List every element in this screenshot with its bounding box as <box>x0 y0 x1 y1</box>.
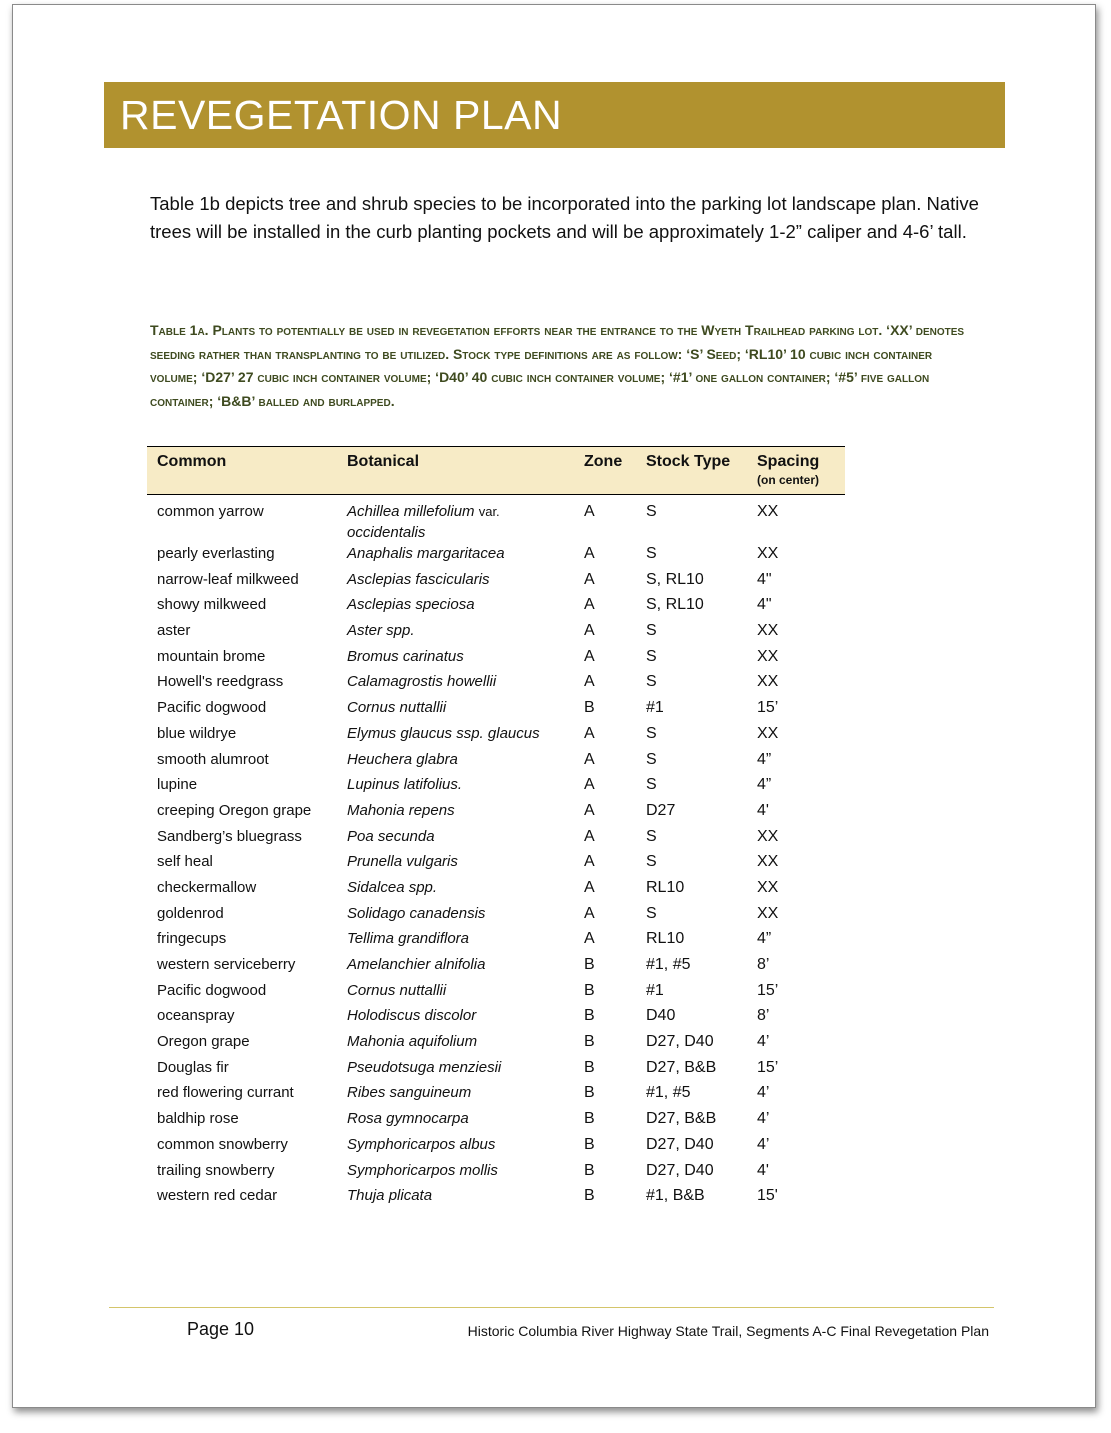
cell-common: oceanspray <box>157 1007 235 1025</box>
cell-botanical: Asclepias speciosa <box>347 596 475 614</box>
cell-zone: A <box>584 878 595 896</box>
cell-stock-type: S <box>646 622 657 640</box>
table-row <box>147 928 845 954</box>
cell-spacing: 8’ <box>757 1007 770 1025</box>
cell-common: fringecups <box>157 930 227 948</box>
cell-common: narrow-leaf milkweed <box>157 570 299 588</box>
cell-stock-type: D27, D40 <box>646 1033 714 1051</box>
cell-common: Oregon grape <box>157 1033 250 1051</box>
cell-stock-type: S <box>646 750 657 768</box>
cell-zone: B <box>584 981 595 999</box>
cell-common: blue wildrye <box>157 724 237 742</box>
cell-common: Sandberg’s bluegrass <box>157 827 302 845</box>
table-row <box>147 1185 845 1211</box>
cell-common: lupine <box>157 776 198 794</box>
cell-spacing: XX <box>757 853 779 871</box>
cell-common: trailing snowberry <box>157 1161 275 1179</box>
table-row <box>147 620 845 646</box>
cell-botanical: Lupinus latifolius. <box>347 776 463 794</box>
cell-botanical-tail: occidentalis <box>347 524 426 541</box>
cell-botanical: Poa secunda <box>347 827 435 845</box>
header-common: Common <box>147 447 337 495</box>
plant-table <box>147 446 845 1211</box>
cell-stock-type: #1 <box>646 699 664 717</box>
cell-botanical: Rosa gymnocarpa <box>347 1110 469 1128</box>
cell-zone: B <box>584 1110 595 1128</box>
cell-botanical-name: Achillea millefolium <box>347 503 475 520</box>
table-row <box>147 1108 845 1134</box>
cell-stock-type: S, RL10 <box>646 570 704 588</box>
cell-spacing: 4’ <box>757 1084 770 1102</box>
cell-stock-type: S, RL10 <box>646 596 704 614</box>
cell-botanical: Mahonia aquifolium <box>347 1033 478 1051</box>
header-zone: Zone <box>574 447 636 495</box>
cell-common: goldenrod <box>157 904 224 922</box>
cell-stock-type: D40 <box>646 1007 676 1025</box>
cell-common: smooth alumroot <box>157 750 269 768</box>
cell-botanical: Amelanchier alnifolia <box>347 956 486 973</box>
cell-botanical: Tellima grandiflora <box>347 930 470 948</box>
cell-common: common snowberry <box>157 1135 288 1153</box>
cell-zone: A <box>584 724 595 742</box>
table-row <box>147 1160 845 1186</box>
cell-spacing: 15’ <box>757 1058 779 1076</box>
table-row <box>147 697 845 723</box>
cell-zone: B <box>584 1058 595 1076</box>
cell-common: showy milkweed <box>157 596 267 614</box>
cell-zone: A <box>584 503 595 520</box>
cell-botanical: Heuchera glabra <box>347 750 458 768</box>
table-row <box>147 671 845 697</box>
cell-botanical: Sidalcea spp. <box>347 878 438 896</box>
table-row <box>147 1005 845 1031</box>
cell-common: self heal <box>157 853 213 871</box>
cell-spacing: 4” <box>757 930 772 948</box>
table-row <box>147 800 845 826</box>
cell-common: pearly everlasting <box>157 545 275 562</box>
cell-spacing: 15' <box>757 1187 778 1205</box>
table-row <box>147 646 845 672</box>
cell-botanical: Pseudotsuga menziesii <box>347 1058 502 1076</box>
cell-common: western serviceberry <box>157 956 296 973</box>
cell-common: Pacific dogwood <box>157 699 267 717</box>
table-row <box>147 1082 845 1108</box>
header-spacing-sub: (on center) <box>757 473 820 487</box>
cell-spacing: XX <box>757 545 779 562</box>
table-caption: Table 1a. Plants to potentially be used in revegetation efforts near the entrance to the Wyeth Trailhead parking lot. ‘XX’ denotes seeding rather than transplanting to be utilized. Stock type definitions are as follow: ‘S’ Seed; ‘RL10’ 10 cubic inch container volume; ‘D27’ 27 cubic inch container volume; ‘D40’ 40 cubic inch container volume; ‘#1’ one gallon container; ‘#5’ five gallon container; ‘B&B’ balled and burlapped. <box>150 322 965 409</box>
table-row <box>147 594 845 620</box>
cell-stock-type: D27, D40 <box>646 1135 714 1153</box>
cell-common: Howell's reedgrass <box>157 673 284 691</box>
cell-spacing: 15’ <box>757 699 779 717</box>
cell-common: Douglas fir <box>157 1058 229 1076</box>
cell-zone: A <box>584 622 595 640</box>
cell-zone: A <box>584 596 595 614</box>
cell-spacing: XX <box>757 622 779 640</box>
cell-zone: B <box>584 1187 595 1205</box>
footer-page-number: Page 10 <box>187 1319 255 1339</box>
cell-botanical: Ribes sanguineum <box>347 1084 472 1102</box>
header-botanical: Botanical <box>337 447 574 495</box>
table-row <box>147 980 845 1006</box>
cell-zone: B <box>584 1161 595 1179</box>
cell-stock-type: RL10 <box>646 878 685 896</box>
cell-common: checkermallow <box>157 878 257 896</box>
table-row <box>147 1057 845 1083</box>
header-spacing-label: Spacing <box>757 453 820 470</box>
table-row <box>147 569 845 595</box>
cell-zone: A <box>584 827 595 845</box>
cell-botanical-var: var. <box>478 504 500 519</box>
cell-zone: B <box>584 1033 595 1051</box>
cell-spacing: 4" <box>757 596 772 614</box>
cell-zone: B <box>584 1084 595 1102</box>
footer-document-title: Historic Columbia River Highway State Trail, Segments A-C Final Revegetation Plan <box>467 1323 989 1339</box>
cell-spacing: 15’ <box>757 981 779 999</box>
cell-spacing: XX <box>757 904 779 922</box>
cell-common: Pacific dogwood <box>157 981 267 999</box>
cell-spacing: XX <box>757 724 779 742</box>
cell-zone: B <box>584 1007 595 1025</box>
cell-botanical: Solidago canadensis <box>347 904 486 922</box>
cell-stock-type: S <box>646 545 657 562</box>
cell-zone: A <box>584 776 595 794</box>
cell-zone: A <box>584 930 595 948</box>
cell-stock-type: D27, B&B <box>646 1058 717 1076</box>
cell-botanical: Calamagrostis howellii <box>347 673 497 691</box>
header-stock-type: Stock Type <box>636 447 747 495</box>
cell-botanical: Thuja plicata <box>347 1187 433 1205</box>
intro-text: Table 1b depicts tree and shrub species to be incorporated into the parking lot landscape plan. Native trees will be installed in the curb planting pockets and will be approximately 1-2” caliper and 4-6’ tall. <box>150 193 979 242</box>
cell-spacing: 4’ <box>757 1135 770 1153</box>
cell-zone: B <box>584 956 595 973</box>
cell-spacing: XX <box>757 647 779 665</box>
cell-zone: A <box>584 801 595 819</box>
table-row <box>147 495 845 544</box>
cell-spacing: 4" <box>757 570 772 588</box>
cell-botanical: Mahonia repens <box>347 801 455 819</box>
table-row <box>147 826 845 852</box>
cell-spacing: XX <box>757 827 779 845</box>
cell-spacing: 4” <box>757 750 772 768</box>
cell-common: western red cedar <box>157 1187 278 1205</box>
table-row <box>147 851 845 877</box>
cell-stock-type: #1, #5 <box>646 956 691 973</box>
cell-botanical: Anaphalis margaritacea <box>347 545 505 562</box>
cell-spacing: 4’ <box>757 1033 770 1051</box>
cell-stock-type: D27 <box>646 801 676 819</box>
cell-zone: A <box>584 545 595 562</box>
footer-divider <box>109 1307 994 1308</box>
cell-spacing: XX <box>757 503 779 520</box>
cell-spacing: 4' <box>757 801 769 819</box>
cell-spacing: XX <box>757 673 779 691</box>
cell-stock-type: S <box>646 853 657 871</box>
table-row <box>147 877 845 903</box>
cell-zone: A <box>584 647 595 665</box>
cell-spacing: 4' <box>757 1161 769 1179</box>
cell-botanical: Cornus nuttallii <box>347 981 447 999</box>
cell-stock-type: S <box>646 904 657 922</box>
cell-zone: A <box>584 904 595 922</box>
section-banner <box>104 82 1005 148</box>
cell-common: creeping Oregon grape <box>157 801 312 819</box>
cell-stock-type: S <box>646 776 657 794</box>
cell-botanical: Symphoricarpos mollis <box>347 1161 498 1179</box>
cell-zone: B <box>584 1135 595 1153</box>
cell-common: mountain brome <box>157 647 266 665</box>
cell-stock-type: S <box>646 827 657 845</box>
intro-paragraph <box>150 190 980 246</box>
cell-botanical: Symphoricarpos albus <box>347 1135 496 1153</box>
cell-botanical: Cornus nuttallii <box>347 699 447 717</box>
cell-botanical: Aster spp. <box>347 622 415 640</box>
cell-common: common yarrow <box>157 503 264 520</box>
cell-botanical: Elymus glaucus ssp. glaucus <box>347 724 540 742</box>
cell-stock-type: S <box>646 724 657 742</box>
header-spacing <box>747 447 845 495</box>
cell-botanical: Holodiscus discolor <box>347 1007 477 1025</box>
table-row <box>147 749 845 775</box>
table-row <box>147 954 845 980</box>
cell-botanical: Bromus carinatus <box>347 647 464 665</box>
cell-stock-type: #1 <box>646 981 664 999</box>
cell-spacing: XX <box>757 878 779 896</box>
cell-botanical: Prunella vulgaris <box>347 853 458 871</box>
cell-stock-type: S <box>646 673 657 691</box>
table-row <box>147 723 845 749</box>
cell-stock-type: #1, B&B <box>646 1187 705 1205</box>
cell-botanical: Asclepias fascicularis <box>347 570 490 588</box>
cell-spacing: 8’ <box>757 956 770 973</box>
cell-zone: B <box>584 699 595 717</box>
document-page <box>12 4 1096 1408</box>
table-row <box>147 1134 845 1160</box>
cell-stock-type: S <box>646 503 657 520</box>
cell-spacing: 4” <box>757 776 772 794</box>
cell-stock-type: D27, D40 <box>646 1161 714 1179</box>
cell-common: aster <box>157 622 191 640</box>
table-row <box>147 1031 845 1057</box>
cell-zone: A <box>584 570 595 588</box>
cell-zone: A <box>584 673 595 691</box>
cell-common: baldhip rose <box>157 1110 239 1128</box>
section-title: REVEGETATION PLAN <box>120 92 563 138</box>
cell-common: red flowering currant <box>157 1084 294 1102</box>
table-row <box>147 903 845 929</box>
table-row <box>147 774 845 800</box>
cell-spacing: 4’ <box>757 1110 770 1128</box>
cell-zone: A <box>584 853 595 871</box>
cell-stock-type: RL10 <box>646 930 685 948</box>
cell-botanical <box>337 495 574 544</box>
table-header-row <box>147 447 845 495</box>
cell-stock-type: #1, #5 <box>646 1084 691 1102</box>
cell-zone: A <box>584 750 595 768</box>
cell-stock-type: S <box>646 647 657 665</box>
table-row <box>147 543 845 569</box>
cell-stock-type: D27, B&B <box>646 1110 717 1128</box>
